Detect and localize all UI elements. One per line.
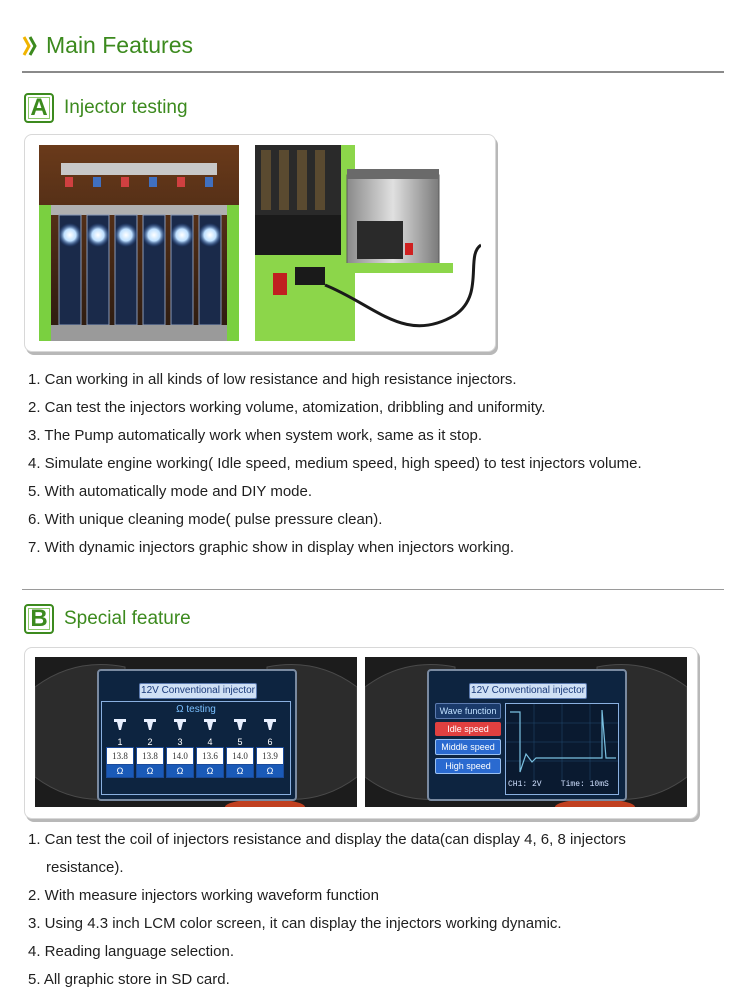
resistance-value: 13.8 [106, 747, 134, 765]
page-title: Main Features [46, 32, 194, 58]
lcd-display [97, 669, 297, 801]
divider [22, 71, 724, 73]
lcd-title: 12V Conventional injector [139, 683, 257, 699]
idle-speed-option[interactable]: Idle speed [435, 722, 501, 736]
lcd-title: 12V Conventional injector [469, 683, 587, 699]
injector-column [226, 718, 254, 778]
injector-icon [136, 718, 164, 732]
injector-icon [196, 718, 224, 732]
section-letter-badge: B [24, 604, 54, 634]
lcd-display [427, 669, 627, 801]
list-item: 7. With dynamic injectors graphic show in display when injectors working. [28, 539, 515, 556]
resistance-value: 14.0 [166, 747, 194, 765]
waveform-screen-photo [365, 657, 687, 807]
lcd-content [101, 701, 291, 795]
list-item: 1. Can working in all kinds of low resistance and high resistance injectors. [28, 371, 517, 388]
feature-list-b [28, 826, 626, 994]
injector-column [256, 718, 284, 778]
resistance-value: 13.6 [196, 747, 224, 765]
wave-function-label: Wave function [435, 703, 501, 719]
injector-number: 1 [117, 737, 123, 747]
resistance-unit: Ω [166, 765, 194, 778]
resistance-unit: Ω [106, 765, 134, 778]
waveform-display [505, 703, 619, 795]
section-a-header [24, 93, 188, 123]
list-item: 4. Simulate engine working( Idle speed, medium speed, high speed) to test injectors volume. [28, 455, 642, 472]
injector-column [166, 718, 194, 778]
ultrasonic-cleaner-photo [255, 145, 481, 341]
resistance-unit: Ω [256, 765, 284, 778]
injector-tubes-photo [39, 145, 239, 341]
injector-column [196, 718, 224, 778]
list-item: 2. Can test the injectors working volume, atomization, dribbling and uniformity. [28, 399, 546, 416]
list-item: 3. Using 4.3 inch LCM color screen, it can display the injectors working dynamic. [28, 915, 562, 932]
section-letter-badge: A [24, 93, 54, 123]
speed-menu [435, 703, 501, 774]
injector-grid [106, 718, 286, 790]
list-item: 6. With unique cleaning mode( pulse pressure clean). [28, 511, 383, 528]
list-item: 5. With automatically mode and DIY mode. [28, 483, 313, 500]
list-item: 3. The Pump automatically work when system work, same as it stop. [28, 427, 483, 444]
list-item-continuation: resistance). [46, 859, 124, 876]
injector-number: 2 [147, 737, 153, 747]
injector-icon [166, 718, 194, 732]
injector-column [136, 718, 164, 778]
injector-icon [256, 718, 284, 732]
section-title: Special feature [64, 608, 191, 629]
injector-column [106, 718, 134, 778]
resistance-unit: Ω [196, 765, 224, 778]
injector-number: 5 [237, 737, 243, 747]
feature-list-a [28, 366, 642, 562]
resistance-value: 13.9 [256, 747, 284, 765]
list-item: 5. All graphic store in SD card. [28, 971, 230, 988]
injector-icon [226, 718, 254, 732]
resistance-screen-photo [35, 657, 357, 807]
section-b-header [24, 604, 191, 634]
photo-frame [24, 134, 496, 352]
resistance-value: 13.8 [136, 747, 164, 765]
list-item: 4. Reading language selection. [28, 943, 234, 960]
waveform-trace [506, 704, 618, 780]
resistance-value: 14.0 [226, 747, 254, 765]
injector-icon [106, 718, 134, 732]
section-title: Injector testing [64, 97, 188, 118]
list-item: 2. With measure injectors working waveform function [28, 887, 379, 904]
resistance-unit: Ω [136, 765, 164, 778]
resistance-unit: Ω [226, 765, 254, 778]
divider [22, 589, 724, 590]
high-speed-option[interactable]: High speed [435, 758, 501, 774]
list-item: 1. Can test the coil of injectors resistance and display the data(can display 4, 6, 8 injectors [28, 831, 626, 848]
chevron-double-icon [22, 35, 38, 57]
waveform-readout: CH1: 2V Time: 10mS [508, 780, 609, 789]
injector-number: 3 [177, 737, 183, 747]
middle-speed-option[interactable]: Middle speed [435, 739, 501, 755]
injector-number: 4 [207, 737, 213, 747]
main-header [22, 32, 193, 59]
screen-photo-frame [24, 647, 698, 819]
injector-number: 6 [267, 737, 273, 747]
lcd-subtitle: Ω testing [176, 704, 216, 715]
